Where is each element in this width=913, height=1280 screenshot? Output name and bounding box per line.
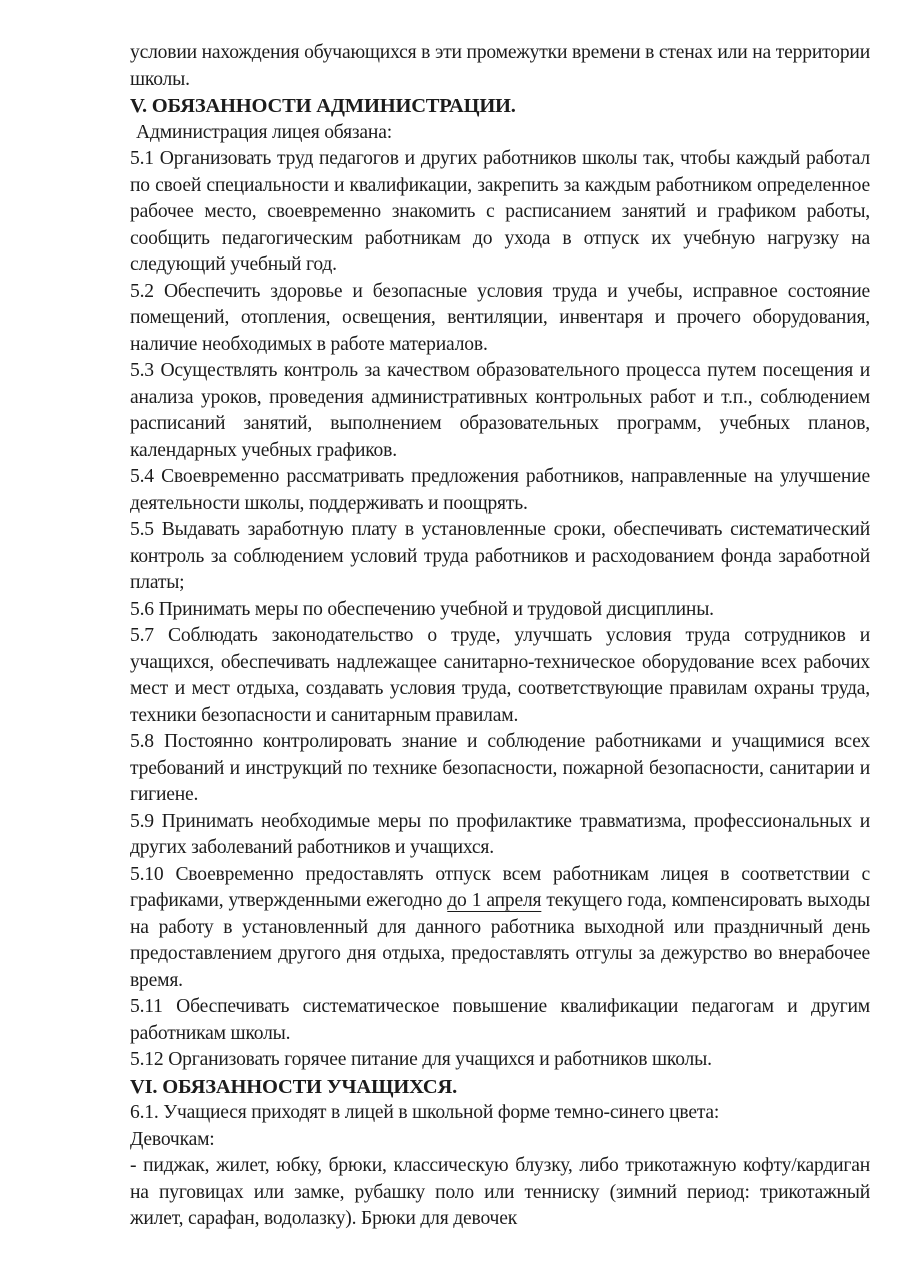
section-6-heading: VI. ОБЯЗАННОСТИ УЧАЩИХСЯ. xyxy=(130,1075,458,1098)
item-5-7: 5.7 Соблюдать законодательство о труде, улучшать условия труда сотрудников и учащихся, обеспечивать надлежащее санитарно-техническое оборудование всех рабочих мест и мест отдыха, создавать условия труда, соответствующие правилам охраны труда, техники безопасности и санитарным правилам. xyxy=(130,625,870,726)
girls-uniform-text: - пиджак, жилет, юбку, брюки, классическую блузку, либо трикотажную кофту/кардиган на пуговицах или замке, рубашку поло или тенниску (зимний период: трикотажный жилет, сарафан, водолазку). Брюки для девочек xyxy=(130,1155,870,1229)
document-page xyxy=(130,40,870,1233)
item-6-1: 6.1. Учащиеся приходят в лицей в школьной форме темно-синего цвета: xyxy=(130,1102,720,1123)
item-5-1: 5.1 Организовать труд педагогов и других работников школы так, чтобы каждый работал по своей специальности и квалификации, закрепить за каждым работником определенное рабочее место, своевременно знакомить с расписанием занятий и графиком работы, сообщить педагогическим работникам до ухода в отпуск их учебную нагрузку на следующий учебный год. xyxy=(130,148,870,275)
item-5-12: 5.12 Организовать горячее питание для учащихся и работников школы. xyxy=(130,1049,712,1070)
intro-paragraph: условии нахождения обучающихся в эти промежутки времени в стенах или на территории школы. xyxy=(130,42,870,90)
item-5-3: 5.3 Осуществлять контроль за качеством образовательного процесса путем посещения и анализа уроков, проведения административных контрольных работ и т.п., соблюдением расписаний занятий, выполнением образовательных программ, учебных планов, календарных учебных графиков. xyxy=(130,360,870,461)
deadline-underlined: до 1 апреля xyxy=(447,890,542,911)
item-5-4: 5.4 Своевременно рассматривать предложения работников, направленные на улучшение деятельности школы, поддерживать и поощрять. xyxy=(130,466,870,514)
item-5-10-end: текущего года, компенсировать выходы на работу в установленный для данного работника выходной или праздничный день предоставлением другого дня отдыха, предоставлять отгулы за дежурство во внерабочее время. xyxy=(130,890,870,991)
item-5-6: 5.6 Принимать меры по обеспечению учебной и трудовой дисциплины. xyxy=(130,598,714,620)
section-5-heading: V. ОБЯЗАННОСТИ АДМИНИСТРАЦИИ. xyxy=(130,95,516,117)
item-5-8: 5.8 Постоянно контролировать знание и соблюдение работниками и учащимися всех требований и инструкций по технике безопасности, пожарной безопасности, санитарии и гигиене. xyxy=(130,731,870,805)
item-5-10-start: 5.10 Своевременно предоставлять отпуск всем работникам лицея в соответствии с графиками, утвержденными ежегодно xyxy=(130,863,870,911)
item-5-10 xyxy=(130,862,870,995)
item-5-9: 5.9 Принимать необходимые меры по профилактике травматизма, профессиональных и других заболеваний работников и учащихся. xyxy=(130,810,870,858)
item-5-2: 5.2 Обеспечить здоровье и безопасные условия труда и учебы, исправное состояние помещений, отопления, освещения, вентиляции, инвентаря и прочего оборудования, наличие необходимых в работе материалов. xyxy=(130,280,870,355)
item-5-11: 5.11 Обеспечивать систематическое повышение квалификации педагогам и другим работникам школы. xyxy=(130,996,870,1044)
item-5-5: 5.5 Выдавать заработную плату в установленные сроки, обеспечивать систематический контроль за соблюдением условий труда работников и расходованием фонда заработной платы; xyxy=(130,519,870,593)
girls-label: Девочкам: xyxy=(130,1128,215,1150)
section-5-lead: Администрация лицея обязана: xyxy=(136,121,392,143)
